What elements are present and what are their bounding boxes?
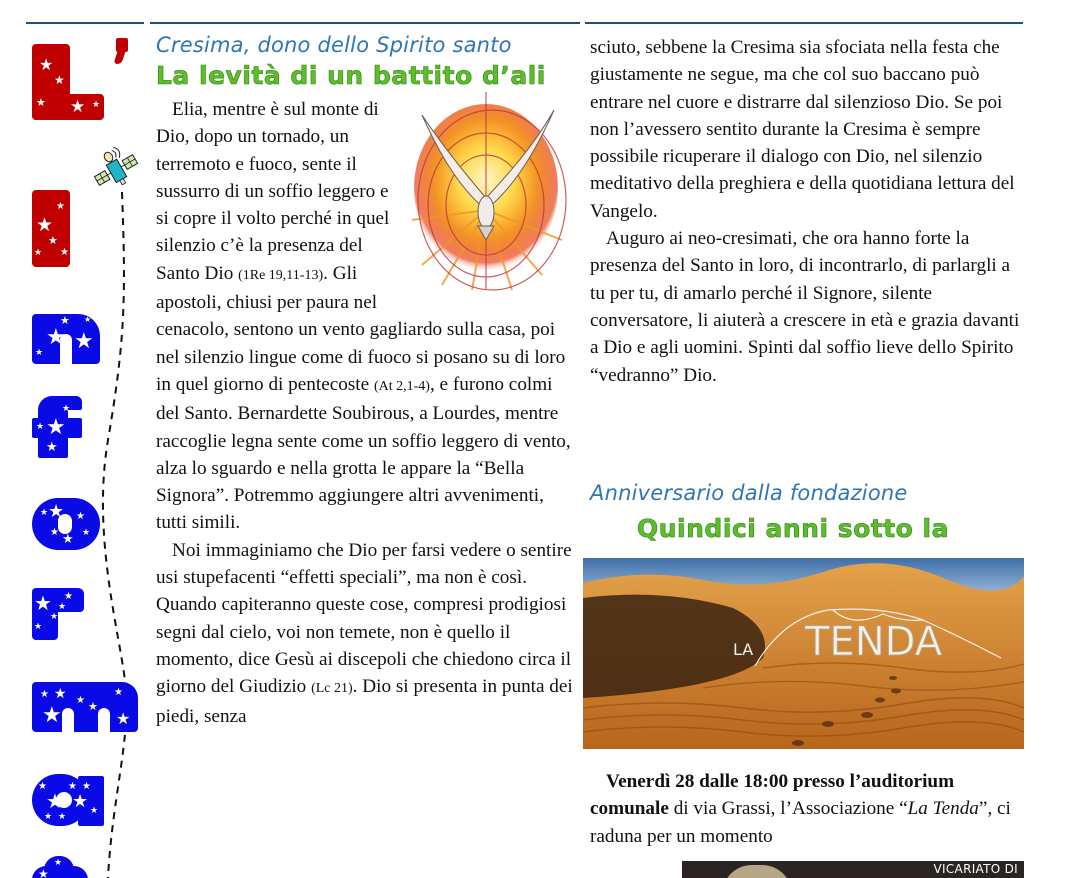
masthead-letter-f: ★ ★ ★ ★ — [32, 396, 82, 458]
masthead-letter-I: ★ ★ ★ ★ ★ — [32, 190, 72, 267]
masthead-letter-a: ★ ★ ★ ★ ★ ★ ★ ★ — [32, 774, 104, 826]
article-cresima — [156, 30, 576, 730]
masthead-letter-L: ★ ★ ★ ★ ★ — [32, 44, 104, 120]
vicariato-image — [682, 861, 1024, 878]
article-body: Elia, mentre è sul monte di Dio, dopo un tornado, un terremoto e fuoco, sente il sussurro di un soffio leggero e si copre il volto perché in quel silenzio c’è la presenza del Santo Dio (1Re 19,11-13). Gli apostoli, chiusi per paura nel cenacolo, sentono un vento gagliardo sulla casa, poi nel silenzio lingue come di fuoco si posano su di loro in quel giorno di pentecoste (At 2,1-4), e furono colmi del Santo. Bernardette Soubirous, a Lourdes, mentre raccoglie legna sente come un soffio leggero di vento, alza lo sguardo e nella grotta le appare la “Bella Signora”. Potremmo aggiungere altri avvenimenti, tutti simili. Noi immaginiamo che Dio per farsi vedere o sentire usi stupefacenti “effetti speciali”, ma non è così. Quando capiteranno queste cose, compresi prodigiosi segni dal cielo, voi non temete, non è quello il momento, dice Gesù ai discepoli che chiedono circa il giorno del Giudizio (Lc 21). Dio si presenta in punta dei piedi, senza — [156, 96, 576, 730]
masthead-letter-o: ★ ★ ★ ★ ★ ★ — [32, 498, 100, 550]
article-headline: La levità di un battito d’ali — [156, 61, 546, 90]
column-rule-right — [585, 22, 1023, 24]
continuation-paragraph: Auguro ai neo-cresimati, che ora hanno forte la presenza del Santo in loro, di incontrarlo, di parlargli a tu per tu, di amarlo perché il Signore, silente conversatore, li aiuterà a crescere in età e grazia davanti a Dio e agli uomini. Spinti dal soffio lieve dello Spirito “vedranno” Dio. — [590, 228, 1020, 386]
event-date-location: Venerdì 28 dalle 18:00 presso l’auditorium comunale — [590, 771, 955, 820]
article-cresima-continuation — [590, 34, 1020, 389]
article2-kicker: Anniversario dalla fondazione — [590, 481, 908, 505]
association-name: La Tenda — [907, 798, 979, 820]
la-tenda-desert-image — [583, 558, 1024, 749]
masthead-letter-r: ★ ★ ★ ★ ★ — [32, 588, 84, 642]
article2-headline: Quindici anni sotto la — [637, 514, 949, 543]
la-tenda-logo-small: LA — [733, 640, 754, 659]
masthead-letter-m: ★ ★ ★ ★ ★ ★ ★ — [32, 682, 138, 734]
article-kicker: Cresima, dono dello Spirito santo — [156, 33, 512, 57]
vicariato-label: VICARIATO DI — [933, 862, 1018, 876]
column-rule-middle — [150, 22, 580, 24]
continuation-paragraph: sciuto, sebbene la Cresima sia sfociata nella festa che giustamente ne segue, ma che col suo baccano può entrare nel cuore e distrarre dal silenzioso Dio. Se poi non l’avessero sentito durante la Cresima è sempre possibile ricuperare il dialogo con Dio, nel silenzio meditativo della preghiera e della quotidiana lettura del Vangelo. — [590, 37, 1015, 222]
masthead-vertical-title — [0, 0, 148, 878]
masthead-letter-n: ★ ★ ★ ★ ★ — [32, 314, 102, 364]
event-announcement: Venerdì 28 dalle 18:00 presso l’auditorium comunale di via Grassi, l’Associazione “La Tenda”, ci raduna per un momento — [590, 771, 1011, 847]
la-tenda-logo-big: TENDA — [805, 619, 943, 665]
holy-spirit-dove-image — [402, 90, 570, 295]
masthead-letter-partial: ★ ★ — [32, 856, 92, 878]
